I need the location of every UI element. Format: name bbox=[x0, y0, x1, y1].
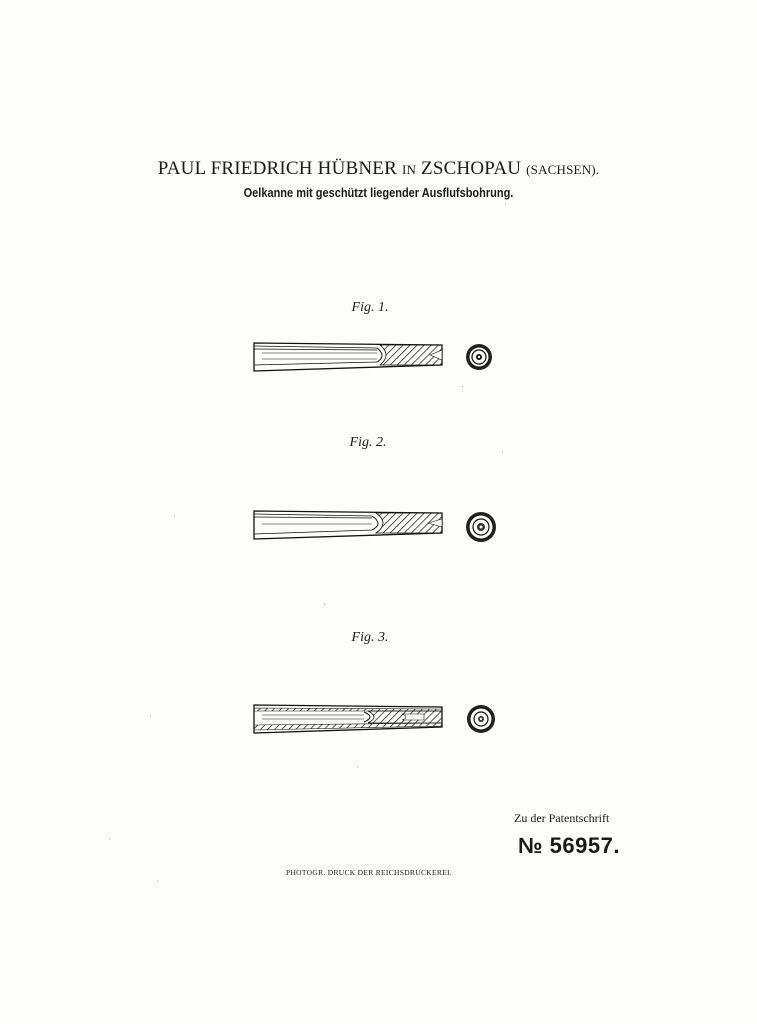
document-title bbox=[0, 158, 757, 180]
patent-number: № 56957. bbox=[518, 833, 620, 858]
nozzle-side-view bbox=[254, 511, 442, 539]
nozzle-side-view bbox=[254, 705, 442, 733]
inventor-name: PAUL FRIEDRICH HÜBNER bbox=[157, 158, 397, 179]
paper-speck bbox=[157, 881, 158, 882]
paper-speck bbox=[505, 204, 506, 205]
nozzle-side-view bbox=[254, 343, 442, 371]
nozzle-end-view bbox=[466, 512, 496, 542]
paper-speck bbox=[324, 604, 325, 605]
paper-speck bbox=[462, 386, 463, 387]
figure-3-label: Fig. 3. bbox=[351, 630, 389, 645]
city-name: ZSCHOPAU bbox=[421, 158, 522, 179]
printer-credit: PHOTOGR. DRUCK DER REICHSDRUCKEREI. bbox=[286, 868, 453, 877]
figure-2-drawing bbox=[252, 508, 512, 548]
region-name: (SACHSEN). bbox=[526, 162, 600, 177]
paper-speck bbox=[502, 452, 503, 453]
nozzle-end-view bbox=[467, 705, 495, 733]
in-word: IN bbox=[401, 162, 417, 177]
figure-1-label: Fig. 1. bbox=[351, 300, 389, 315]
paper-speck bbox=[174, 515, 175, 516]
nozzle-end-view bbox=[466, 344, 492, 370]
figure-3-drawing bbox=[252, 702, 512, 742]
patent-label: Zu der Patentschrift bbox=[514, 811, 610, 825]
figure-1-drawing bbox=[252, 340, 512, 380]
paper-speck bbox=[357, 766, 358, 767]
paper-speck bbox=[109, 838, 110, 839]
document-subtitle: Oelkanne mit geschützt liegender Ausflufsbohrung. bbox=[243, 186, 514, 200]
paper-speck bbox=[150, 715, 151, 716]
figure-2-label: Fig. 2. bbox=[349, 435, 387, 450]
